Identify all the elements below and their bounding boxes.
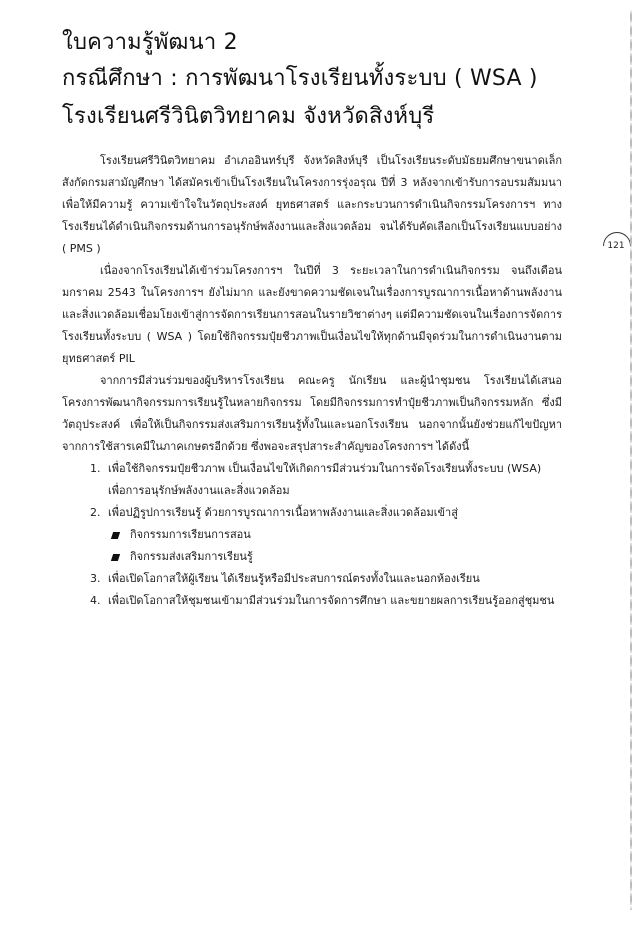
list-item-text: เพื่อปฏิรูปการเรียนรู้ ด้วยการบูรณาการเนื้อหาพลังงานและสิ่งแวดล้อมเข้าสู่ [108,506,458,519]
list-item [62,502,562,568]
scan-edge-dots [630,10,632,910]
body-text [62,150,562,612]
sub-list-item [108,524,562,546]
list-number: 2. [90,506,101,519]
school-title: โรงเรียนศรีวินิตวิทยาคม จังหวัดสิงห์บุรี [62,104,435,129]
square-bullet-icon [111,532,120,539]
list-item-text: เพื่อใช้กิจกรรมปุ๋ยชีวภาพ เป็นเงื่อนไขให้เกิดการมีส่วนร่วมในการจัดโรงเรียนทั้งระบบ (WSA) เพื่อการอนุรักษ์พลังงานและสิ่งแวดล้อม [108,462,542,497]
handout-title: ใบความรู้พัฒนา 2 [62,30,238,55]
page-number: 121 [607,241,625,251]
list-item [62,458,562,502]
case-study-title: กรณีศึกษา : การพัฒนาโรงเรียนทั้งระบบ ( WSA ) [62,66,538,91]
list-number: 4. [90,594,101,607]
sub-list [108,524,562,568]
list-item [62,568,562,590]
square-bullet-icon [111,554,120,561]
sub-list-item-text: กิจกรรมส่งเสริมการเรียนรู้ [130,550,253,563]
list-item-text: เพื่อเปิดโอกาสให้ผู้เรียน ได้เรียนรู้หรือมีประสบการณ์ตรงทั้งในและนอกห้องเรียน [108,572,480,585]
paragraph-intro: โรงเรียนศรีวินิตวิทยาคม อำเภออินทร์บุรี จังหวัดสิงห์บุรี เป็นโรงเรียนระดับมัธยมศึกษาขนาดเล็ก สังกัดกรมสามัญศึกษา ได้สมัครเข้าเป็นโรงเรียนในโครงการรุ่งอรุณ ปีที่ 3 หลังจากเข้ารับการอบรมสัมมนา เพื่อให้มีความรู้ ความเข้าใจในวัตถุประสงค์ ยุทธศาสตร์ และกระบวนการดำเนินกิจกรรมโครงการฯ ทางโรงเรียนได้ดำเนินกิจกรรมด้านการอนุรักษ์พลังงานและสิ่งแวดล้อม จนได้รับคัดเลือกเป็นโรงเรียนแบบอย่าง ( PMS ) [62,154,562,255]
paragraph-background: เนื่องจากโรงเรียนได้เข้าร่วมโครงการฯ ในปีที่ 3 ระยะเวลาในการดำเนินกิจกรรม จนถึงเดือนมกราคม 2543 ในโครงการฯ ยังไม่มาก และยังขาดความชัดเจนในเรื่องการบูรณาการเนื้อหาด้านพลังงานและสิ่งแวดล้อมเชื่อมโยงเข้าสู่การจัดการเรียนการสอนในรายวิชาต่างๆ แต่มีความชัดเจนในเรื่องการจัดการโรงเรียนทั้งระบบ ( WSA ) โดยใช้กิจกรรมปุ๋ยชีวภาพเป็นเงื่อนไขให้ทุกด้านมีจุดร่วมในการดำเนินงานตามยุทธศาสตร์ PIL [62,264,562,365]
sub-list-item [108,546,562,568]
objectives-list [62,458,562,612]
paragraph-participation: จากการมีส่วนร่วมของผู้บริหารโรงเรียน คณะครู นักเรียน และผู้นำชุมชน โรงเรียนได้เสนอโครงการพัฒนากิจกรรมการเรียนรู้ในหลายกิจกรรม โดยมีกิจกรรมการทำปุ๋ยชีวภาพเป็นกิจกรรมหลัก ซึ่งมีวัตถุประสงค์ เพื่อให้เป็นกิจกรรมส่งเสริมการเรียนรู้ทั้งในและนอกโรงเรียน นอกจากนั้นยังช่วยแก้ไขปัญหาจากการใช้สารเคมีในภาคเกษตรอีกด้วย ซึ่งพอจะสรุปสาระสำคัญของโครงการฯ ได้ดังนี้ [62,374,562,453]
sub-list-item-text: กิจกรรมการเรียนการสอน [130,528,251,541]
list-number: 1. [90,462,101,475]
list-number: 3. [90,572,101,585]
list-item-text: เพื่อเปิดโอกาสให้ชุมชนเข้ามามีส่วนร่วมในการจัดการศึกษา และขยายผลการเรียนรู้ออกสู่ชุมชน [108,594,555,607]
list-item [62,590,562,612]
